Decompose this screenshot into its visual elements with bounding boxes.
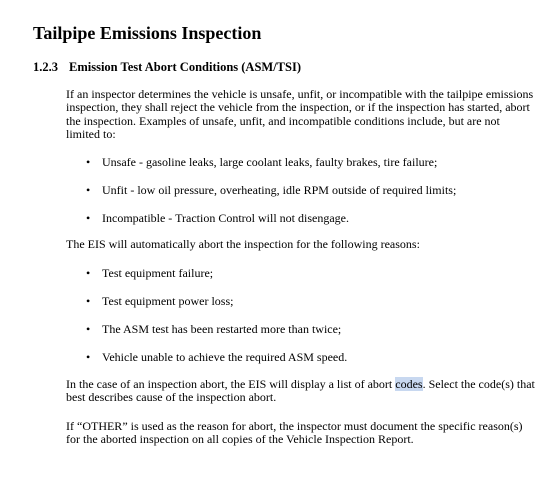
list-item <box>86 322 341 336</box>
eis-paragraph: The EIS will automatically abort the inspection for the following reasons: <box>66 237 420 251</box>
bullet-icon: • <box>86 266 91 280</box>
list-item-text: Test equipment power loss; <box>102 294 234 308</box>
bullet-icon: • <box>86 322 91 336</box>
bullet-icon: • <box>86 155 91 169</box>
document-title: Tailpipe Emissions Inspection <box>33 23 262 43</box>
list-item <box>86 294 233 308</box>
list-item <box>86 211 349 225</box>
list-item-text: Unsafe - gasoline leaks, large coolant leaks, faulty brakes, tire failure; <box>102 155 438 169</box>
list-item-text: The ASM test has been restarted more than twice; <box>102 322 342 336</box>
abort-paragraph-text-end: . Select the code(s) that best describes cause of the inspection abort. <box>66 377 535 405</box>
abort-paragraph <box>66 378 536 405</box>
list-item <box>86 266 213 280</box>
list-item-text: Incompatible - Traction Control will not disengage. <box>102 211 349 225</box>
section-number: 1.2.3 <box>33 60 58 74</box>
abort-paragraph-text-start: In the case of an inspection abort, the EIS will display a list of abort <box>66 377 396 391</box>
list-item <box>86 350 347 364</box>
list-item <box>86 183 456 197</box>
bullet-icon: • <box>86 350 91 364</box>
bullet-icon: • <box>86 294 91 308</box>
section-heading <box>33 59 301 75</box>
bullet-icon: • <box>86 183 91 197</box>
other-paragraph: If “OTHER” is used as the reason for abort, the inspector must document the specific reason(s) for the aborted inspection on all copies of the Vehicle Inspection Report. <box>66 419 523 447</box>
list-item-text: Unfit - low oil pressure, overheating, idle RPM outside of required limits; <box>102 183 457 197</box>
highlighted-word: codes <box>395 377 423 391</box>
bullet-icon: • <box>86 211 91 225</box>
list-item-text: Test equipment failure; <box>102 266 214 280</box>
list-item-text: Vehicle unable to achieve the required ASM speed. <box>102 350 348 364</box>
list-item <box>86 155 437 169</box>
intro-paragraph: If an inspector determines the vehicle is unsafe, unfit, or incompatible with the tailpipe emissions inspection, they shall reject the vehicle from the inspection, or if the inspection has started, abort the inspection. Examples of unsafe, unfit, and incompatible conditions include, but are not limited to: <box>66 87 534 141</box>
section-title: Emission Test Abort Conditions (ASM/TSI) <box>69 60 302 74</box>
